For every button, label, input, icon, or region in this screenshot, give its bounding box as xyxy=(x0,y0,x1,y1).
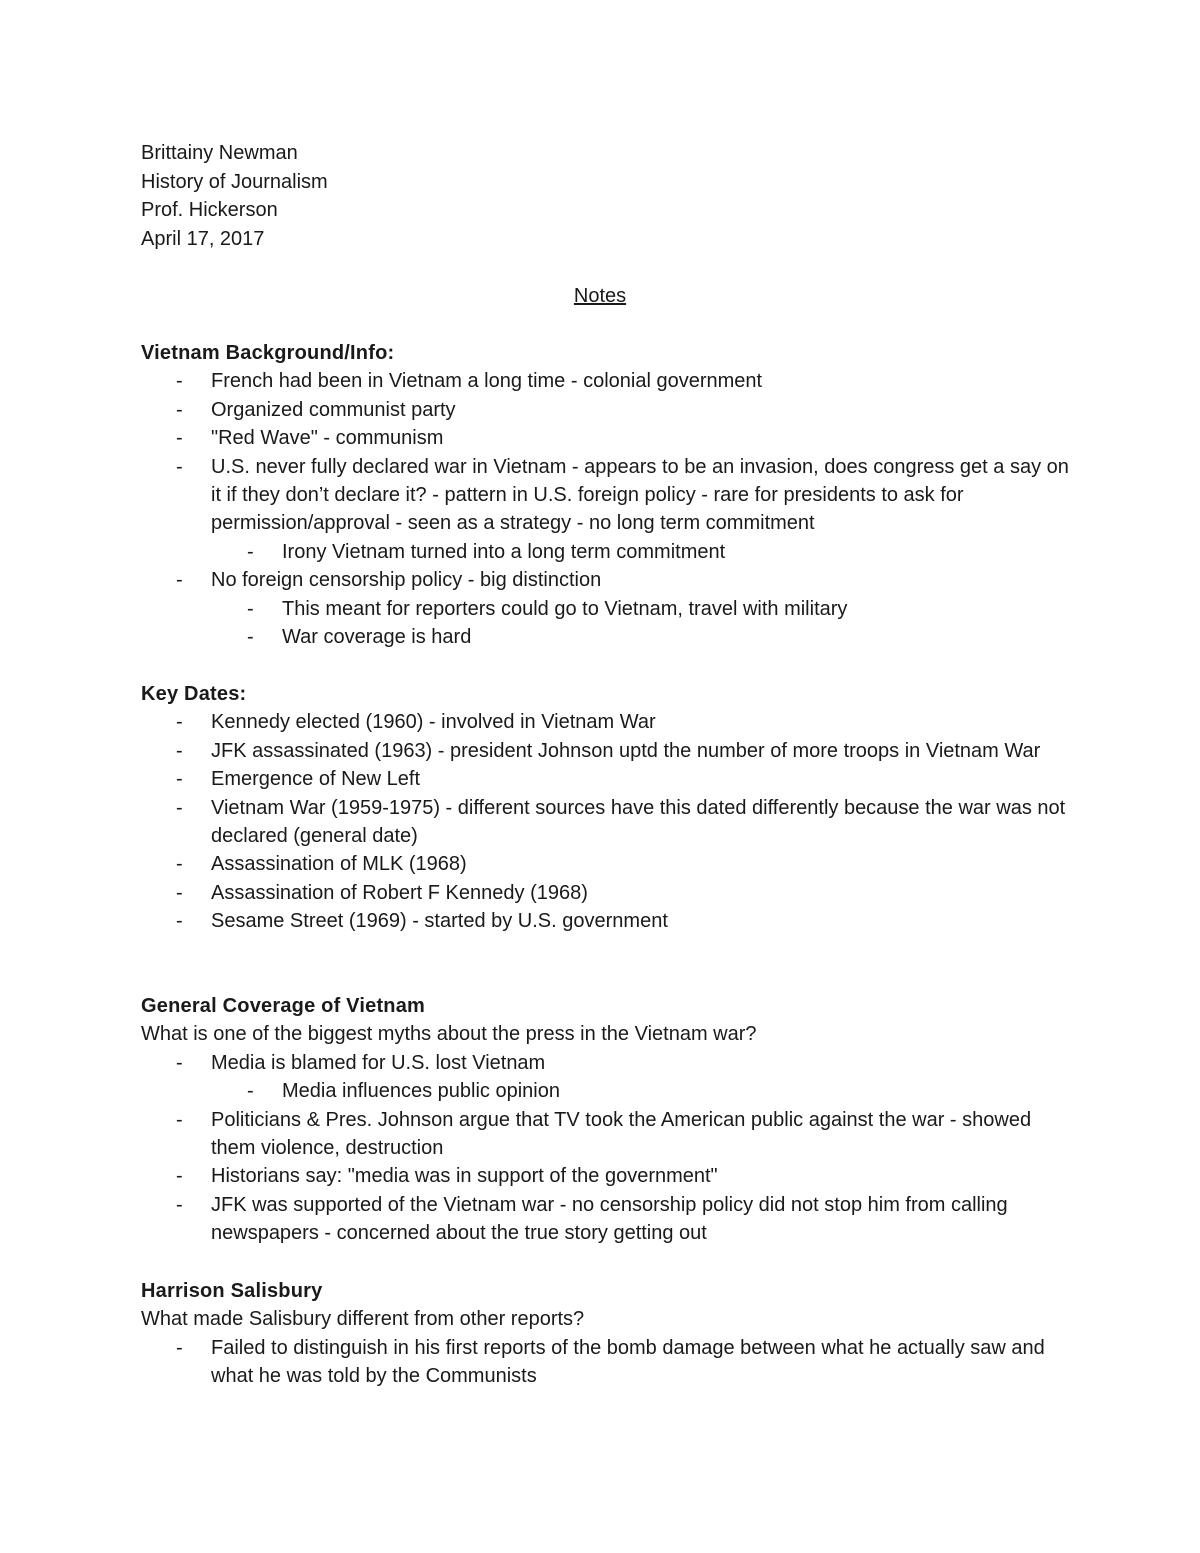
bullet-dash: - xyxy=(176,1051,183,1074)
list-item-text: Politicians & Pres. Johnson argue that TV took the American public against the war - showed them violence, destruction xyxy=(211,1108,1032,1159)
section-title: Vietnam Background/Info: xyxy=(141,342,395,364)
list-item xyxy=(141,566,1071,594)
document-header xyxy=(141,139,328,253)
section-title: Key Dates: xyxy=(141,683,247,705)
course-name: History of Journalism xyxy=(141,170,328,193)
list-item-text: War coverage is hard xyxy=(282,626,472,649)
list-item xyxy=(141,708,1071,736)
list-item xyxy=(141,1334,1071,1391)
bullet-dash: - xyxy=(176,881,183,904)
list-item xyxy=(141,1106,1071,1163)
list-item xyxy=(141,424,1071,452)
list-item xyxy=(141,367,1071,395)
bullet-dash: - xyxy=(176,427,183,450)
list-item xyxy=(141,794,1071,851)
list-item-text: Failed to distinguish in his first reports of the bomb damage between what he actually saw and what he was told by the Communists xyxy=(211,1336,1045,1388)
bullet-dash: - xyxy=(176,711,183,734)
bullet-dash: - xyxy=(247,597,254,620)
section-question: What is one of the biggest myths about the press in the Vietnam war? xyxy=(141,1023,757,1046)
section-vietnam-background xyxy=(141,339,1071,651)
bullet-dash: - xyxy=(176,1336,183,1359)
section-question: What made Salisbury different from other reports? xyxy=(141,1308,585,1331)
list-item-text: Historians say: "media was in support of the government" xyxy=(211,1165,718,1188)
list-item-text: No foreign censorship policy - big distinction xyxy=(211,569,602,592)
list-item xyxy=(141,737,1071,765)
section-title: General Coverage of Vietnam xyxy=(141,995,426,1017)
notes-title: Notes xyxy=(573,285,627,307)
list-item-text: Sesame Street (1969) - started by U.S. government xyxy=(211,910,668,933)
author-name: Brittainy Newman xyxy=(141,142,298,164)
list-item-text: Organized communist party xyxy=(211,398,456,421)
list-item xyxy=(141,396,1071,424)
list-item-text: Irony Vietnam turned into a long term commitment xyxy=(282,540,726,563)
professor-name: Prof. Hickerson xyxy=(141,199,278,222)
bullet-dash: - xyxy=(176,853,183,876)
bullet-dash: - xyxy=(176,739,183,762)
bullet-dash: - xyxy=(176,1193,183,1216)
list-item xyxy=(141,850,1071,878)
sub-list-item xyxy=(141,1077,1071,1105)
list-item-text: Assassination of MLK (1968) xyxy=(211,853,467,876)
list-item xyxy=(141,765,1071,793)
bullet-dash: - xyxy=(176,370,183,393)
list-item-text: Vietnam War (1959-1975) - different sources have this dated differently because the war was not declared (general date) xyxy=(211,796,1066,848)
sub-list-item xyxy=(141,538,1071,566)
list-item-text: U.S. never fully declared war in Vietnam - appears to be an invasion, does congress get a say on it if they don’t declare it? - pattern in U.S. foreign policy - rare for presidents to ask for permission/approval - seen as a strategy - no long term commitment xyxy=(211,455,1069,535)
list-item-text: Assassination of Robert F Kennedy (1968) xyxy=(211,881,588,904)
document-date: April 17, 2017 xyxy=(141,227,265,250)
sub-list-item xyxy=(141,595,1071,623)
section-key-dates xyxy=(141,680,1071,936)
list-item-text: JFK assassinated (1963) - president Johnson uptd the number of more troops in Vietnam War xyxy=(211,739,1041,762)
bullet-dash: - xyxy=(176,910,183,933)
list-item-text: French had been in Vietnam a long time - colonial government xyxy=(211,370,763,393)
bullet-dash: - xyxy=(247,540,254,563)
list-item-text: This meant for reporters could go to Vietnam, travel with military xyxy=(282,597,848,620)
list-item xyxy=(141,907,1071,935)
bullet-dash: - xyxy=(176,569,183,592)
list-item-text: JFK was supported of the Vietnam war - no censorship policy did not stop him from calling newspapers - concerned about the true story getting out xyxy=(211,1193,1008,1245)
list-item-text: Kennedy elected (1960) - involved in Vietnam War xyxy=(211,711,656,734)
list-item xyxy=(141,453,1071,538)
bullet-dash: - xyxy=(176,1165,183,1188)
bullet-dash: - xyxy=(176,768,183,791)
bullet-dash: - xyxy=(247,626,254,649)
list-item-text: Emergence of New Left xyxy=(211,768,420,791)
bullet-dash: - xyxy=(176,455,183,478)
bullet-dash: - xyxy=(176,398,183,421)
bullet-dash: - xyxy=(176,1108,183,1131)
list-item xyxy=(141,1049,1071,1077)
list-item-text: Media influences public opinion xyxy=(282,1080,560,1103)
section-general-coverage xyxy=(141,992,1071,1248)
bullet-dash: - xyxy=(176,796,183,819)
list-item-text: "Red Wave" - communism xyxy=(211,427,444,450)
list-item xyxy=(141,1162,1071,1190)
list-item xyxy=(141,879,1071,907)
list-item-text: Media is blamed for U.S. lost Vietnam xyxy=(211,1051,546,1074)
bullet-dash: - xyxy=(247,1080,254,1103)
section-title: Harrison Salisbury xyxy=(141,1280,323,1302)
section-harrison-salisbury xyxy=(141,1277,1071,1391)
sub-list-item xyxy=(141,623,1071,651)
list-item xyxy=(141,1191,1071,1248)
